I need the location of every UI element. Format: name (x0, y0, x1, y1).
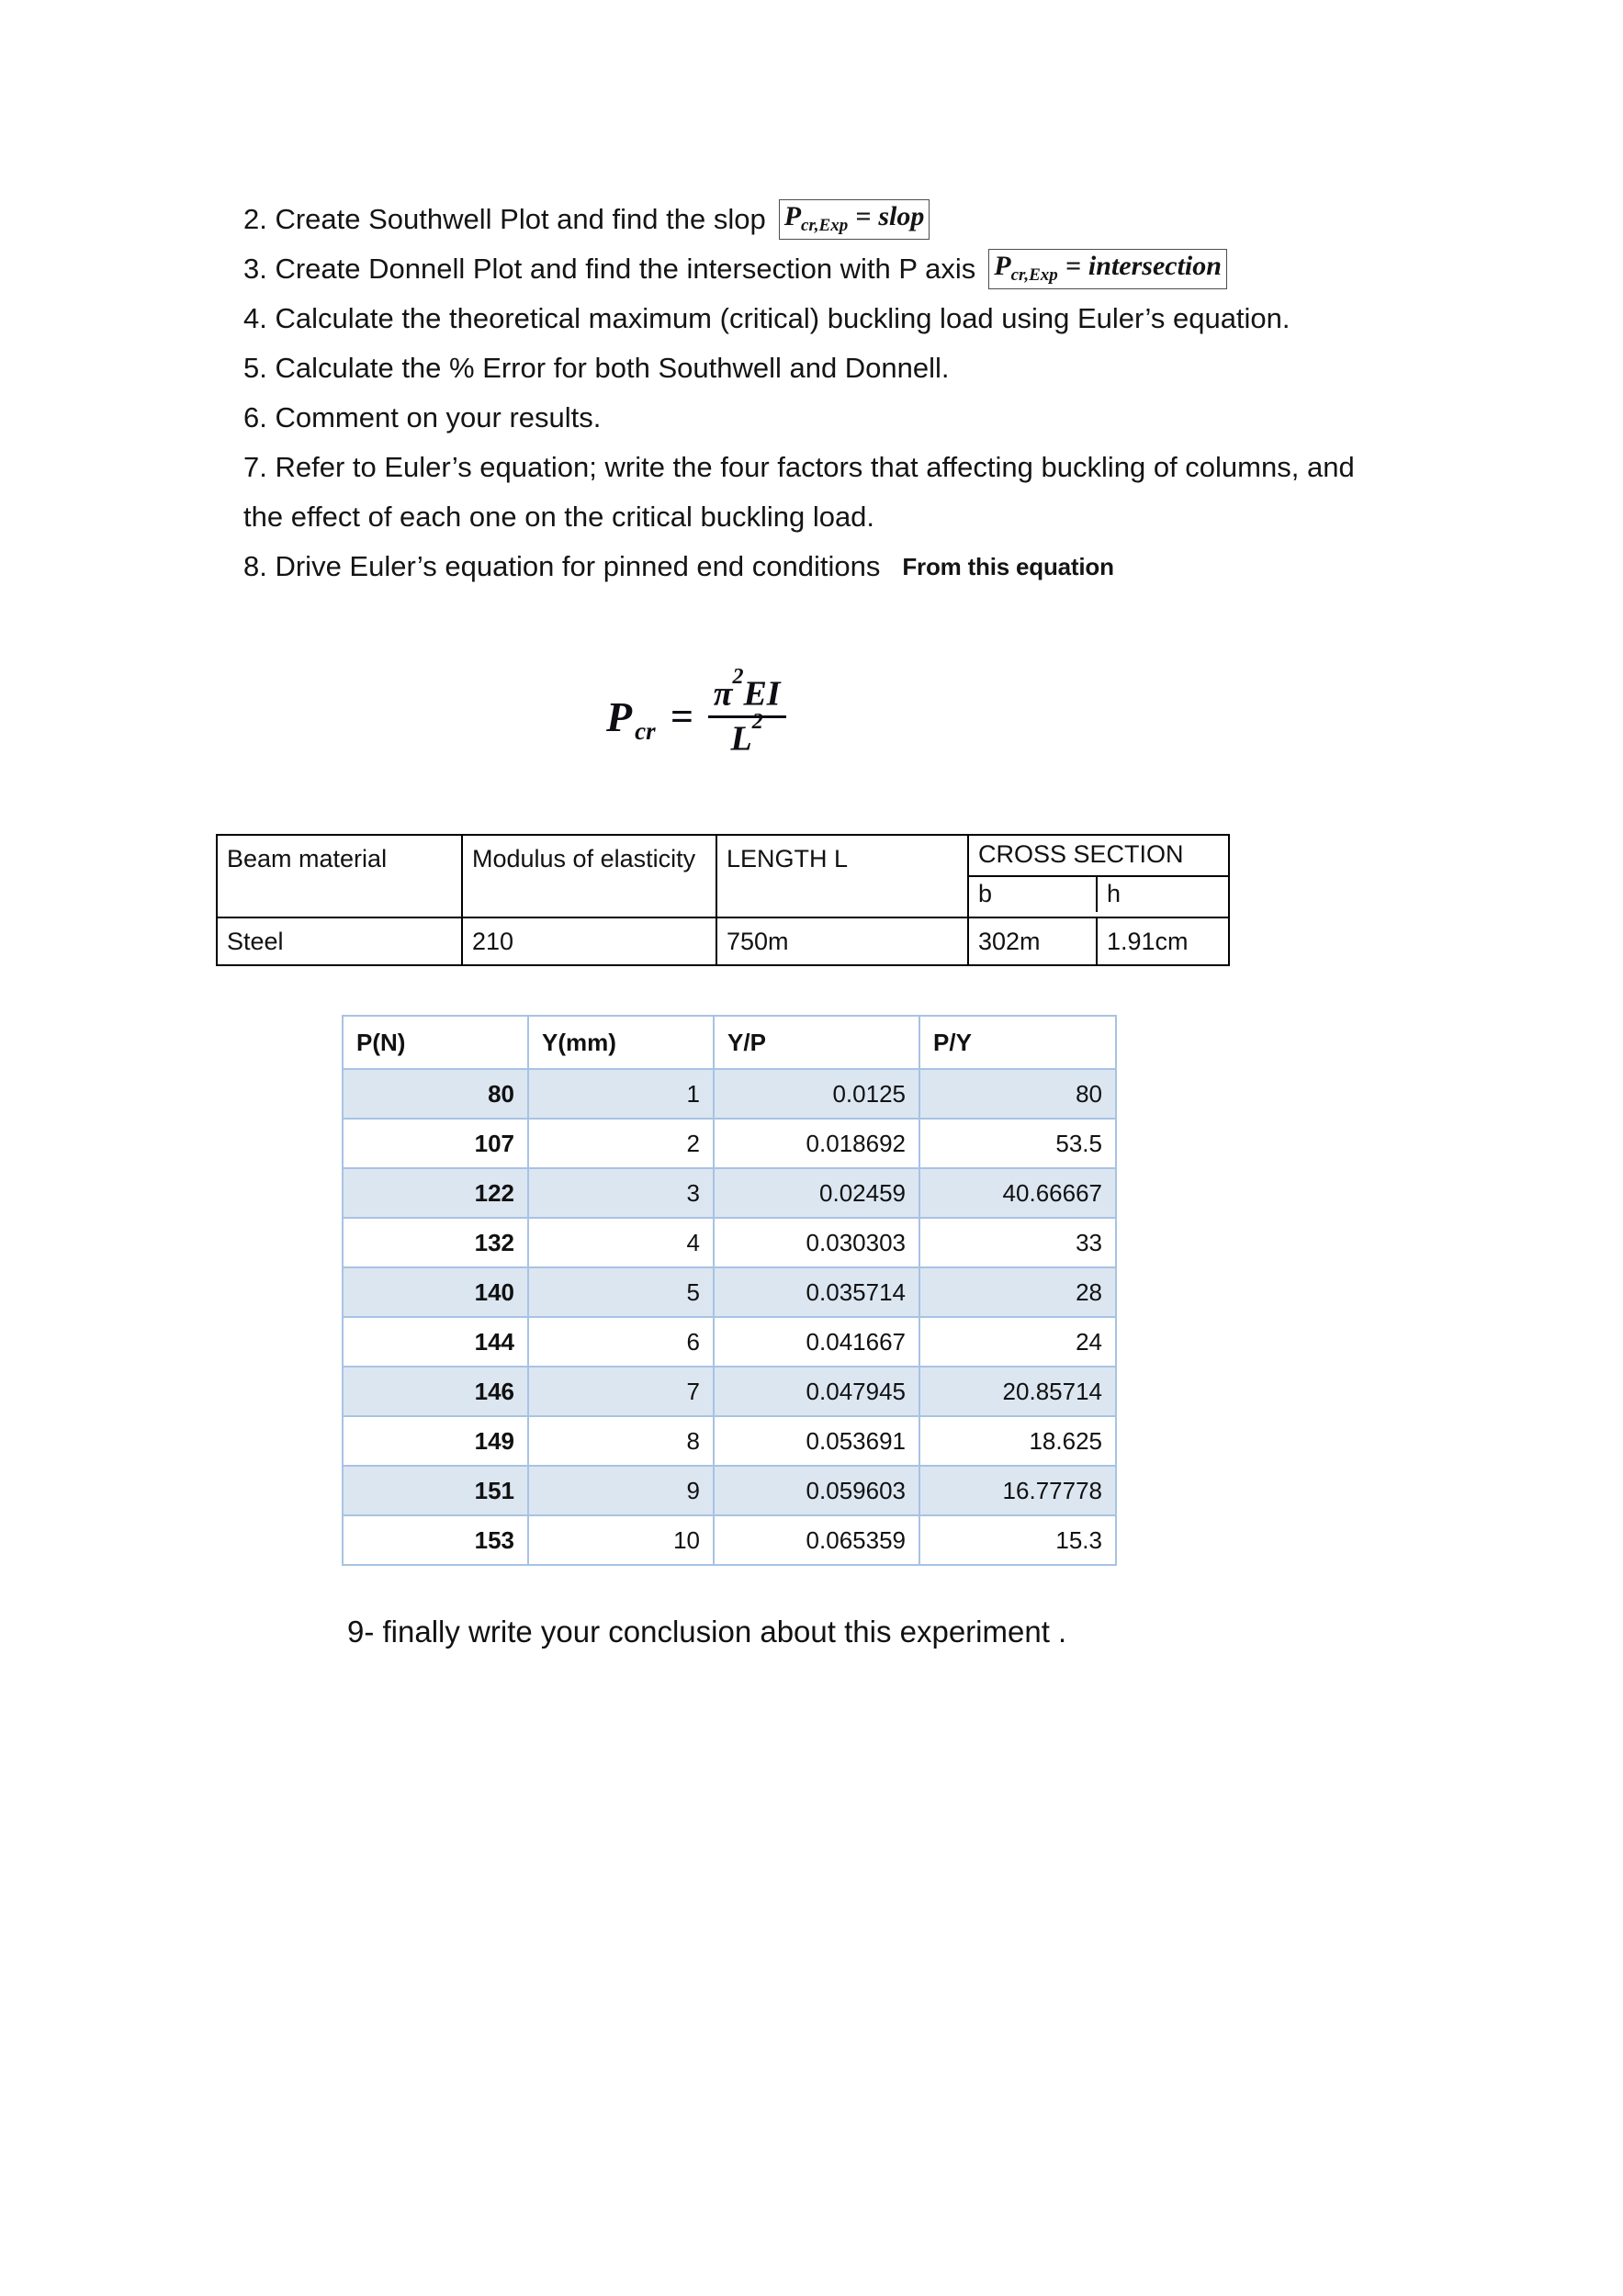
table-row (343, 1466, 1116, 1515)
table-row (343, 1119, 1116, 1168)
cell-y: 7 (528, 1367, 714, 1416)
cell-y: 1 (528, 1069, 714, 1119)
cell-yp: 0.047945 (714, 1367, 919, 1416)
measurement-data-body (343, 1069, 1116, 1565)
beam-header-h: h (1107, 880, 1121, 907)
formula-symbol-p: P (994, 251, 1011, 281)
equation-lhs (606, 692, 656, 745)
cell-yp: 0.018692 (714, 1119, 919, 1168)
beam-value-length: 750m (716, 917, 968, 965)
beam-header-modulus: Modulus of elasticity (462, 835, 716, 917)
instruction-list (243, 195, 1392, 591)
beam-header-b: b (969, 877, 1098, 912)
instruction-item-7-text: 7. Refer to Euler’s equation; write the four factors that affecting buckling of columns, and the effect of each one on the critical buckling load. (243, 451, 1355, 533)
equation-equals: = (670, 693, 693, 739)
table-row (217, 917, 1229, 965)
cell-py: 80 (919, 1069, 1116, 1119)
equation-numerator (708, 665, 786, 715)
equation-pi-exponent: 2 (732, 665, 744, 689)
cell-py: 15.3 (919, 1515, 1116, 1565)
donnell-intersection-formula-box (988, 249, 1227, 289)
instruction-item-7 (243, 443, 1392, 542)
beam-value-material: Steel (217, 917, 462, 965)
table-header-row (343, 1016, 1116, 1069)
equation-L-exponent: 2 (751, 709, 763, 734)
table-row (217, 835, 1229, 917)
column-header-y: Y(mm) (528, 1016, 714, 1069)
beam-header-material: Beam material (217, 835, 462, 917)
cell-p: 132 (343, 1218, 528, 1267)
euler-equation (606, 665, 786, 759)
table-row (343, 1367, 1116, 1416)
formula-equals: = (855, 201, 872, 231)
beam-header-cross-section-group (968, 835, 1229, 917)
formula-subscript: cr,Exp (1010, 265, 1058, 285)
cell-y: 9 (528, 1466, 714, 1515)
beam-value-h: 1.91cm (1097, 917, 1229, 965)
cell-py: 28 (919, 1267, 1116, 1317)
instruction-item-4-text: 4. Calculate the theoretical maximum (critical) buckling load using Euler’s equation. (243, 302, 1291, 334)
instruction-item-6 (243, 393, 1392, 443)
table-row (343, 1267, 1116, 1317)
cell-p: 122 (343, 1168, 528, 1218)
formula-value: slop (878, 201, 925, 231)
cell-py: 18.625 (919, 1416, 1116, 1466)
equation-EI: EI (743, 674, 781, 714)
cell-p: 146 (343, 1367, 528, 1416)
cell-yp: 0.065359 (714, 1515, 919, 1565)
instruction-item-5 (243, 343, 1392, 393)
table-row (343, 1416, 1116, 1466)
cell-yp: 0.0125 (714, 1069, 919, 1119)
from-this-equation-note: From this equation (902, 553, 1114, 580)
cell-py: 16.77778 (919, 1466, 1116, 1515)
beam-properties-table (216, 834, 1230, 966)
cell-p: 140 (343, 1267, 528, 1317)
equation-fraction (708, 665, 786, 759)
beam-value-modulus: 210 (462, 917, 716, 965)
instruction-item-6-text: 6. Comment on your results. (243, 401, 602, 433)
table-row (343, 1069, 1116, 1119)
equation-L: L (730, 719, 752, 759)
measurement-data-table (342, 1015, 1117, 1566)
formula-equals: = (1065, 251, 1081, 281)
cell-y: 4 (528, 1218, 714, 1267)
column-header-yp: Y/P (714, 1016, 919, 1069)
cell-p: 153 (343, 1515, 528, 1565)
instruction-item-2-text: 2. Create Southwell Plot and find the slop (243, 203, 766, 235)
southwell-slope-formula-box (779, 199, 930, 240)
cell-yp: 0.030303 (714, 1218, 919, 1267)
table-row (343, 1168, 1116, 1218)
instruction-item-3-text: 3. Create Donnell Plot and find the intersection with P axis (243, 253, 976, 285)
cell-py: 24 (919, 1317, 1116, 1367)
cell-p: 149 (343, 1416, 528, 1466)
beam-header-length: LENGTH L (716, 835, 968, 917)
instruction-item-3 (243, 244, 1392, 294)
cell-yp: 0.059603 (714, 1466, 919, 1515)
cell-yp: 0.035714 (714, 1267, 919, 1317)
equation-denominator (726, 709, 769, 759)
instruction-item-2 (243, 195, 1392, 244)
cell-p: 151 (343, 1466, 528, 1515)
table-row (343, 1218, 1116, 1267)
instruction-item-8-text: 8. Drive Euler’s equation for pinned end conditions (243, 550, 881, 582)
beam-header-cross-section: CROSS SECTION (969, 836, 1228, 877)
closing-instruction: 9- finally write your conclusion about this experiment . (347, 1615, 1067, 1649)
column-header-p: P(N) (343, 1016, 528, 1069)
equation-pi: π (713, 674, 733, 714)
column-header-py: P/Y (919, 1016, 1116, 1069)
equation-symbol-p: P (606, 692, 633, 740)
cell-yp: 0.02459 (714, 1168, 919, 1218)
instruction-item-8 (243, 542, 1392, 591)
table-row (343, 1317, 1116, 1367)
cell-yp: 0.053691 (714, 1416, 919, 1466)
cell-py: 53.5 (919, 1119, 1116, 1168)
cell-p: 107 (343, 1119, 528, 1168)
cell-py: 20.85714 (919, 1367, 1116, 1416)
formula-subscript: cr,Exp (801, 216, 849, 235)
cell-p: 144 (343, 1317, 528, 1367)
cell-y: 6 (528, 1317, 714, 1367)
formula-symbol-p: P (783, 201, 802, 231)
cell-yp: 0.041667 (714, 1317, 919, 1367)
instruction-item-5-text: 5. Calculate the % Error for both Southwell and Donnell. (243, 352, 950, 384)
cell-y: 10 (528, 1515, 714, 1565)
formula-value: intersection (1088, 251, 1222, 281)
cell-y: 3 (528, 1168, 714, 1218)
cell-y: 2 (528, 1119, 714, 1168)
cell-py: 40.66667 (919, 1168, 1116, 1218)
instruction-item-4 (243, 294, 1392, 343)
cell-p: 80 (343, 1069, 528, 1119)
beam-value-b: 302m (968, 917, 1097, 965)
cell-py: 33 (919, 1218, 1116, 1267)
cell-y: 8 (528, 1416, 714, 1466)
table-row (343, 1515, 1116, 1565)
equation-subscript-cr: cr (635, 716, 656, 745)
cell-y: 5 (528, 1267, 714, 1317)
